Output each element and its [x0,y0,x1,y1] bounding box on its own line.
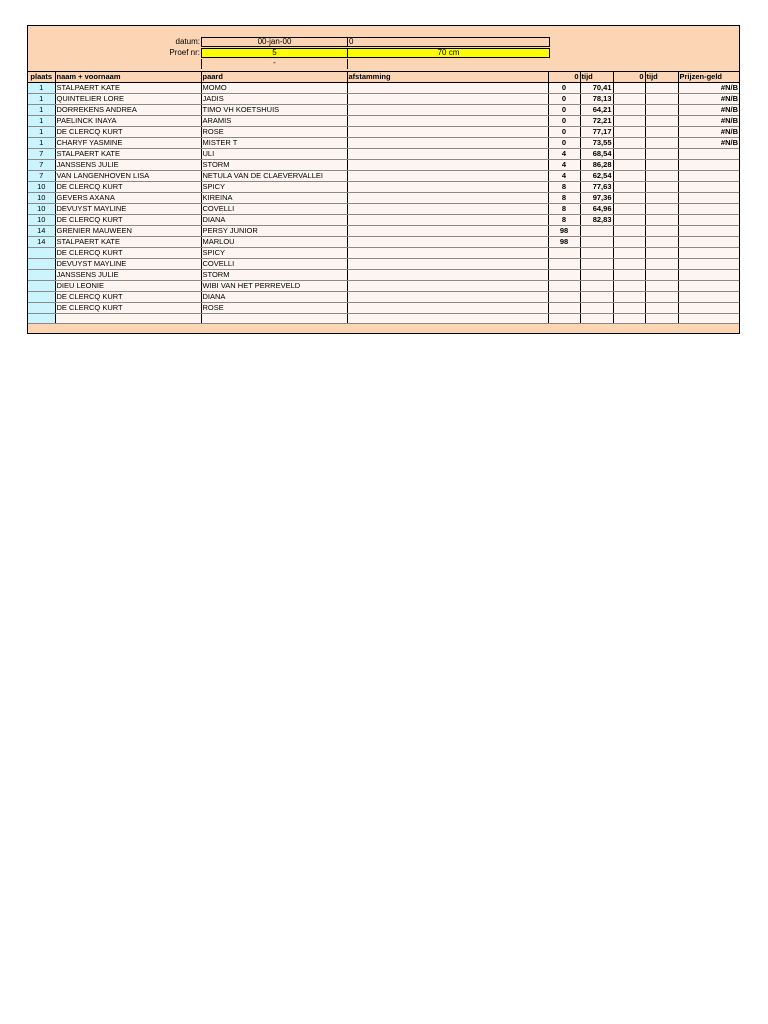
cell-tijd1[interactable]: 72,21 [580,116,613,127]
cell-tijd2[interactable] [645,149,678,160]
cell-fout1[interactable]: 0 [548,116,580,127]
cell-prijzen[interactable] [678,204,739,215]
table-row [28,138,739,149]
cell-tijd1[interactable]: 64,21 [580,105,613,116]
cell-prijzen[interactable] [678,193,739,204]
cell-paard[interactable]: STORM [201,160,347,171]
table-row [28,314,739,324]
table-row [28,215,739,226]
cell-plaats[interactable]: 1 [28,94,55,105]
cell-prijzen[interactable] [678,149,739,160]
cell-fout1[interactable]: 4 [548,149,580,160]
cell-paard[interactable]: ROSE [201,303,347,314]
cell-afstamming[interactable] [347,193,548,204]
cell-afstamming[interactable] [347,303,548,314]
cell-tijd2[interactable] [645,182,678,193]
cell-prijzen[interactable] [678,237,739,248]
table-row [28,204,739,215]
table-row [28,160,739,171]
cell-naam[interactable]: DORREKENS ANDREA [55,105,201,116]
cell-tijd1[interactable]: 86,28 [580,160,613,171]
cell-paard[interactable]: MARLOU [201,237,347,248]
cell-tijd1[interactable] [580,303,613,314]
cell-prijzen[interactable] [678,215,739,226]
cell-paard[interactable]: ARAMIS [201,116,347,127]
cell-tijd1[interactable] [580,292,613,303]
cell-fout2[interactable] [613,270,645,281]
cell-paard[interactable]: TIMO VH KOETSHUIS [201,105,347,116]
cell-afstamming[interactable] [347,127,548,138]
cell-plaats[interactable]: 1 [28,105,55,116]
dash-cell: - [201,59,348,69]
cell-tijd2[interactable] [645,193,678,204]
table-row [28,105,739,116]
cell-plaats[interactable]: 10 [28,215,55,226]
cell-tijd1[interactable]: 70,41 [580,83,613,94]
cell-naam[interactable]: DEVUYST MAYLINE [55,204,201,215]
cell-tijd1[interactable] [580,281,613,292]
table-row [28,281,739,292]
cell-tijd2[interactable] [645,281,678,292]
cell-afstamming[interactable] [347,182,548,193]
cell-tijd2[interactable] [645,270,678,281]
cell-afstamming[interactable] [347,116,548,127]
cell-tijd1[interactable]: 62,54 [580,171,613,182]
cell-afstamming[interactable] [347,259,548,270]
cell-fout2[interactable] [613,160,645,171]
cell-naam[interactable]: STALPAERT KATE [55,237,201,248]
cell-prijzen[interactable]: #N/B [678,116,739,127]
col-afstamming: afstamming [347,72,548,83]
cell-fout1[interactable]: 0 [548,138,580,149]
cell-plaats[interactable]: 14 [28,237,55,248]
col-fout1: 0 [548,72,580,83]
cell-tijd2[interactable] [645,204,678,215]
cell-fout2[interactable] [613,303,645,314]
col-prijzen: Prijzen-geld [678,72,739,83]
cell-tijd1[interactable]: 97,36 [580,193,613,204]
table-row [28,182,739,193]
cell-fout1[interactable]: 0 [548,94,580,105]
cell-afstamming[interactable] [347,149,548,160]
table-row [28,116,739,127]
cell-plaats[interactable] [28,259,55,270]
cell-prijzen[interactable]: #N/B [678,83,739,94]
cell-paard[interactable]: COVELLI [201,259,347,270]
proef-label: Proef nr: [169,48,200,57]
cell-naam[interactable]: JANSSENS JULIE [55,160,201,171]
cell-tijd1[interactable]: 77,17 [580,127,613,138]
cell-fout1[interactable]: 4 [548,171,580,182]
cell-tijd1[interactable]: 82,83 [580,215,613,226]
cell-afstamming[interactable] [347,270,548,281]
cell-fout1[interactable]: 8 [548,215,580,226]
table-row [28,259,739,270]
cell-naam[interactable]: CHARYF YASMINE [55,138,201,149]
cell-naam[interactable]: PAELINCK INAYA [55,116,201,127]
cell-naam[interactable]: VAN LANGENHOVEN LISA [55,171,201,182]
cell-paard[interactable]: STORM [201,270,347,281]
cell-fout2[interactable] [613,83,645,94]
cell-naam[interactable]: DE CLERCQ KURT [55,248,201,259]
cell-tijd2[interactable] [645,314,678,324]
cell-plaats[interactable]: 1 [28,127,55,138]
table-row [28,270,739,281]
cell-naam[interactable]: DE CLERCQ KURT [55,215,201,226]
cell-paard[interactable]: NETULA VAN DE CLAEVERVALLEI [201,171,347,182]
cell-paard[interactable]: MISTER T [201,138,347,149]
cell-afstamming[interactable] [347,281,548,292]
cell-tijd2[interactable] [645,127,678,138]
cell-tijd1[interactable] [580,314,613,324]
col-tijd1: tijd [580,72,613,83]
cell-fout2[interactable] [613,237,645,248]
cell-prijzen[interactable]: #N/B [678,94,739,105]
cell-fout1[interactable]: 4 [548,160,580,171]
cell-fout2[interactable] [613,314,645,324]
cell-prijzen[interactable] [678,281,739,292]
col-tijd2: tijd [645,72,678,83]
col-fout2: 0 [613,72,645,83]
datum-extra[interactable]: 0 [347,37,550,47]
cell-naam[interactable]: DEVUYST MAYLINE [55,259,201,270]
cell-tijd1[interactable]: 77,63 [580,182,613,193]
cell-tijd2[interactable] [645,105,678,116]
table-row [28,193,739,204]
cell-fout1[interactable]: 98 [548,237,580,248]
cell-naam[interactable]: STALPAERT KATE [55,149,201,160]
cell-tijd2[interactable] [645,292,678,303]
cell-fout1[interactable]: 0 [548,105,580,116]
cell-tijd2[interactable] [645,237,678,248]
cell-fout2[interactable] [613,292,645,303]
cell-fout1[interactable]: 0 [548,127,580,138]
cell-plaats[interactable] [28,314,55,324]
datum-value[interactable]: 00-jan-00 [201,37,348,47]
cell-fout1[interactable] [548,281,580,292]
cell-fout1[interactable] [548,270,580,281]
cell-paard[interactable]: PERSY JUNIOR [201,226,347,237]
cell-tijd2[interactable] [645,138,678,149]
proef-number[interactable]: 5 [201,48,348,58]
cell-tijd2[interactable] [645,116,678,127]
cell-plaats[interactable]: 10 [28,193,55,204]
cell-naam[interactable]: JANSSENS JULIE [55,270,201,281]
table-row [28,226,739,237]
cell-plaats[interactable]: 10 [28,204,55,215]
cell-plaats[interactable] [28,248,55,259]
cell-tijd2[interactable] [645,160,678,171]
cell-plaats[interactable]: 1 [28,83,55,94]
cell-prijzen[interactable]: #N/B [678,127,739,138]
cell-paard[interactable]: KIREINA [201,193,347,204]
cell-paard[interactable]: SPICY [201,182,347,193]
cell-prijzen[interactable] [678,248,739,259]
cell-fout2[interactable] [613,259,645,270]
col-paard: paard [201,72,347,83]
cell-afstamming[interactable] [347,171,548,182]
cell-prijzen[interactable] [678,160,739,171]
cell-paard[interactable]: COVELLI [201,204,347,215]
cell-paard[interactable]: MOMO [201,83,347,94]
cell-plaats[interactable]: 14 [28,226,55,237]
cell-tijd1[interactable] [580,226,613,237]
cell-fout2[interactable] [613,94,645,105]
cell-plaats[interactable]: 7 [28,160,55,171]
cell-naam[interactable] [55,314,201,324]
cell-naam[interactable]: STALPAERT KATE [55,83,201,94]
cell-prijzen[interactable] [678,226,739,237]
cell-tijd1[interactable]: 73,55 [580,138,613,149]
cell-tijd2[interactable] [645,303,678,314]
datum-label: datum: [175,37,200,46]
cell-tijd1[interactable]: 64,96 [580,204,613,215]
cell-fout1[interactable]: 8 [548,204,580,215]
cell-fout1[interactable] [548,292,580,303]
cell-naam[interactable]: GEVERS AXANA [55,193,201,204]
cell-tijd2[interactable] [645,259,678,270]
cell-afstamming[interactable] [347,94,548,105]
cell-afstamming[interactable] [347,314,548,324]
col-naam: naam + voornaam [55,72,201,83]
cell-afstamming[interactable] [347,248,548,259]
cell-fout2[interactable] [613,105,645,116]
cell-afstamming[interactable] [347,204,548,215]
cell-paard[interactable]: DIANA [201,215,347,226]
col-plaats: plaats [28,72,55,83]
cell-tijd2[interactable] [645,226,678,237]
cell-naam[interactable]: DE CLERCQ KURT [55,303,201,314]
cell-tijd2[interactable] [645,248,678,259]
cell-paard[interactable]: DIANA [201,292,347,303]
cell-prijzen[interactable]: #N/B [678,105,739,116]
cell-fout2[interactable] [613,138,645,149]
cell-tijd2[interactable] [645,215,678,226]
cell-fout2[interactable] [613,248,645,259]
cell-fout1[interactable] [548,303,580,314]
cell-afstamming[interactable] [347,237,548,248]
proef-height[interactable]: 70 cm [347,48,550,58]
cell-afstamming[interactable] [347,105,548,116]
header-row [28,72,739,83]
cell-fout1[interactable]: 0 [548,83,580,94]
table-row [28,171,739,182]
cell-prijzen[interactable] [678,303,739,314]
cell-tijd1[interactable] [580,259,613,270]
cell-naam[interactable]: DE CLERCQ KURT [55,182,201,193]
cell-prijzen[interactable] [678,270,739,281]
cell-tijd1[interactable] [580,248,613,259]
cell-plaats[interactable]: 1 [28,116,55,127]
table-row [28,248,739,259]
table-row [28,94,739,105]
results-table [28,71,739,324]
cell-plaats[interactable] [28,281,55,292]
cell-prijzen[interactable] [678,292,739,303]
cell-plaats[interactable]: 1 [28,138,55,149]
cell-plaats[interactable] [28,270,55,281]
cell-plaats[interactable] [28,303,55,314]
cell-prijzen[interactable] [678,171,739,182]
cell-fout2[interactable] [613,204,645,215]
cell-fout1[interactable] [548,259,580,270]
cell-tijd2[interactable] [645,83,678,94]
results-sheet [27,25,740,334]
cell-afstamming[interactable] [347,138,548,149]
table-row [28,292,739,303]
cell-fout1[interactable]: 98 [548,226,580,237]
cell-paard[interactable]: ROSE [201,127,347,138]
cell-fout1[interactable] [548,314,580,324]
cell-tijd1[interactable] [580,237,613,248]
cell-prijzen[interactable]: #N/B [678,138,739,149]
cell-tijd1[interactable] [580,270,613,281]
table-row [28,237,739,248]
cell-paard[interactable]: JADIS [201,94,347,105]
cell-afstamming[interactable] [347,292,548,303]
cell-naam[interactable]: DE CLERCQ KURT [55,292,201,303]
cell-afstamming[interactable] [347,83,548,94]
cell-tijd1[interactable]: 68,54 [580,149,613,160]
cell-plaats[interactable]: 7 [28,149,55,160]
cell-tijd2[interactable] [645,94,678,105]
cell-naam[interactable]: DIEU LEONIE [55,281,201,292]
cell-prijzen[interactable] [678,182,739,193]
cell-afstamming[interactable] [347,226,548,237]
cell-plaats[interactable]: 10 [28,182,55,193]
cell-naam[interactable]: DE CLERCQ KURT [55,127,201,138]
table-row [28,127,739,138]
cell-tijd1[interactable]: 78,13 [580,94,613,105]
cell-paard[interactable]: WIBI VAN HET PERREVELD [201,281,347,292]
table-row [28,83,739,94]
cell-fout2[interactable] [613,182,645,193]
cell-fout2[interactable] [613,127,645,138]
cell-fout1[interactable]: 8 [548,193,580,204]
cell-naam[interactable]: QUINTELIER LORE [55,94,201,105]
cell-prijzen[interactable] [678,314,739,324]
cell-fout2[interactable] [613,149,645,160]
cell-fout2[interactable] [613,215,645,226]
cell-fout2[interactable] [613,171,645,182]
cell-fout2[interactable] [613,226,645,237]
cell-fout2[interactable] [613,193,645,204]
cell-paard[interactable] [201,314,347,324]
cell-paard[interactable]: SPICY [201,248,347,259]
cell-fout2[interactable] [613,116,645,127]
cell-afstamming[interactable] [347,215,548,226]
cell-fout2[interactable] [613,281,645,292]
cell-prijzen[interactable] [678,259,739,270]
cell-naam[interactable]: GRENIER MAUWEEN [55,226,201,237]
cell-paard[interactable]: ULI [201,149,347,160]
table-row [28,303,739,314]
cell-fout1[interactable]: 8 [548,182,580,193]
cell-fout1[interactable] [548,248,580,259]
cell-plaats[interactable] [28,292,55,303]
cell-tijd2[interactable] [645,171,678,182]
table-row [28,149,739,160]
cell-afstamming[interactable] [347,160,548,171]
cell-plaats[interactable]: 7 [28,171,55,182]
